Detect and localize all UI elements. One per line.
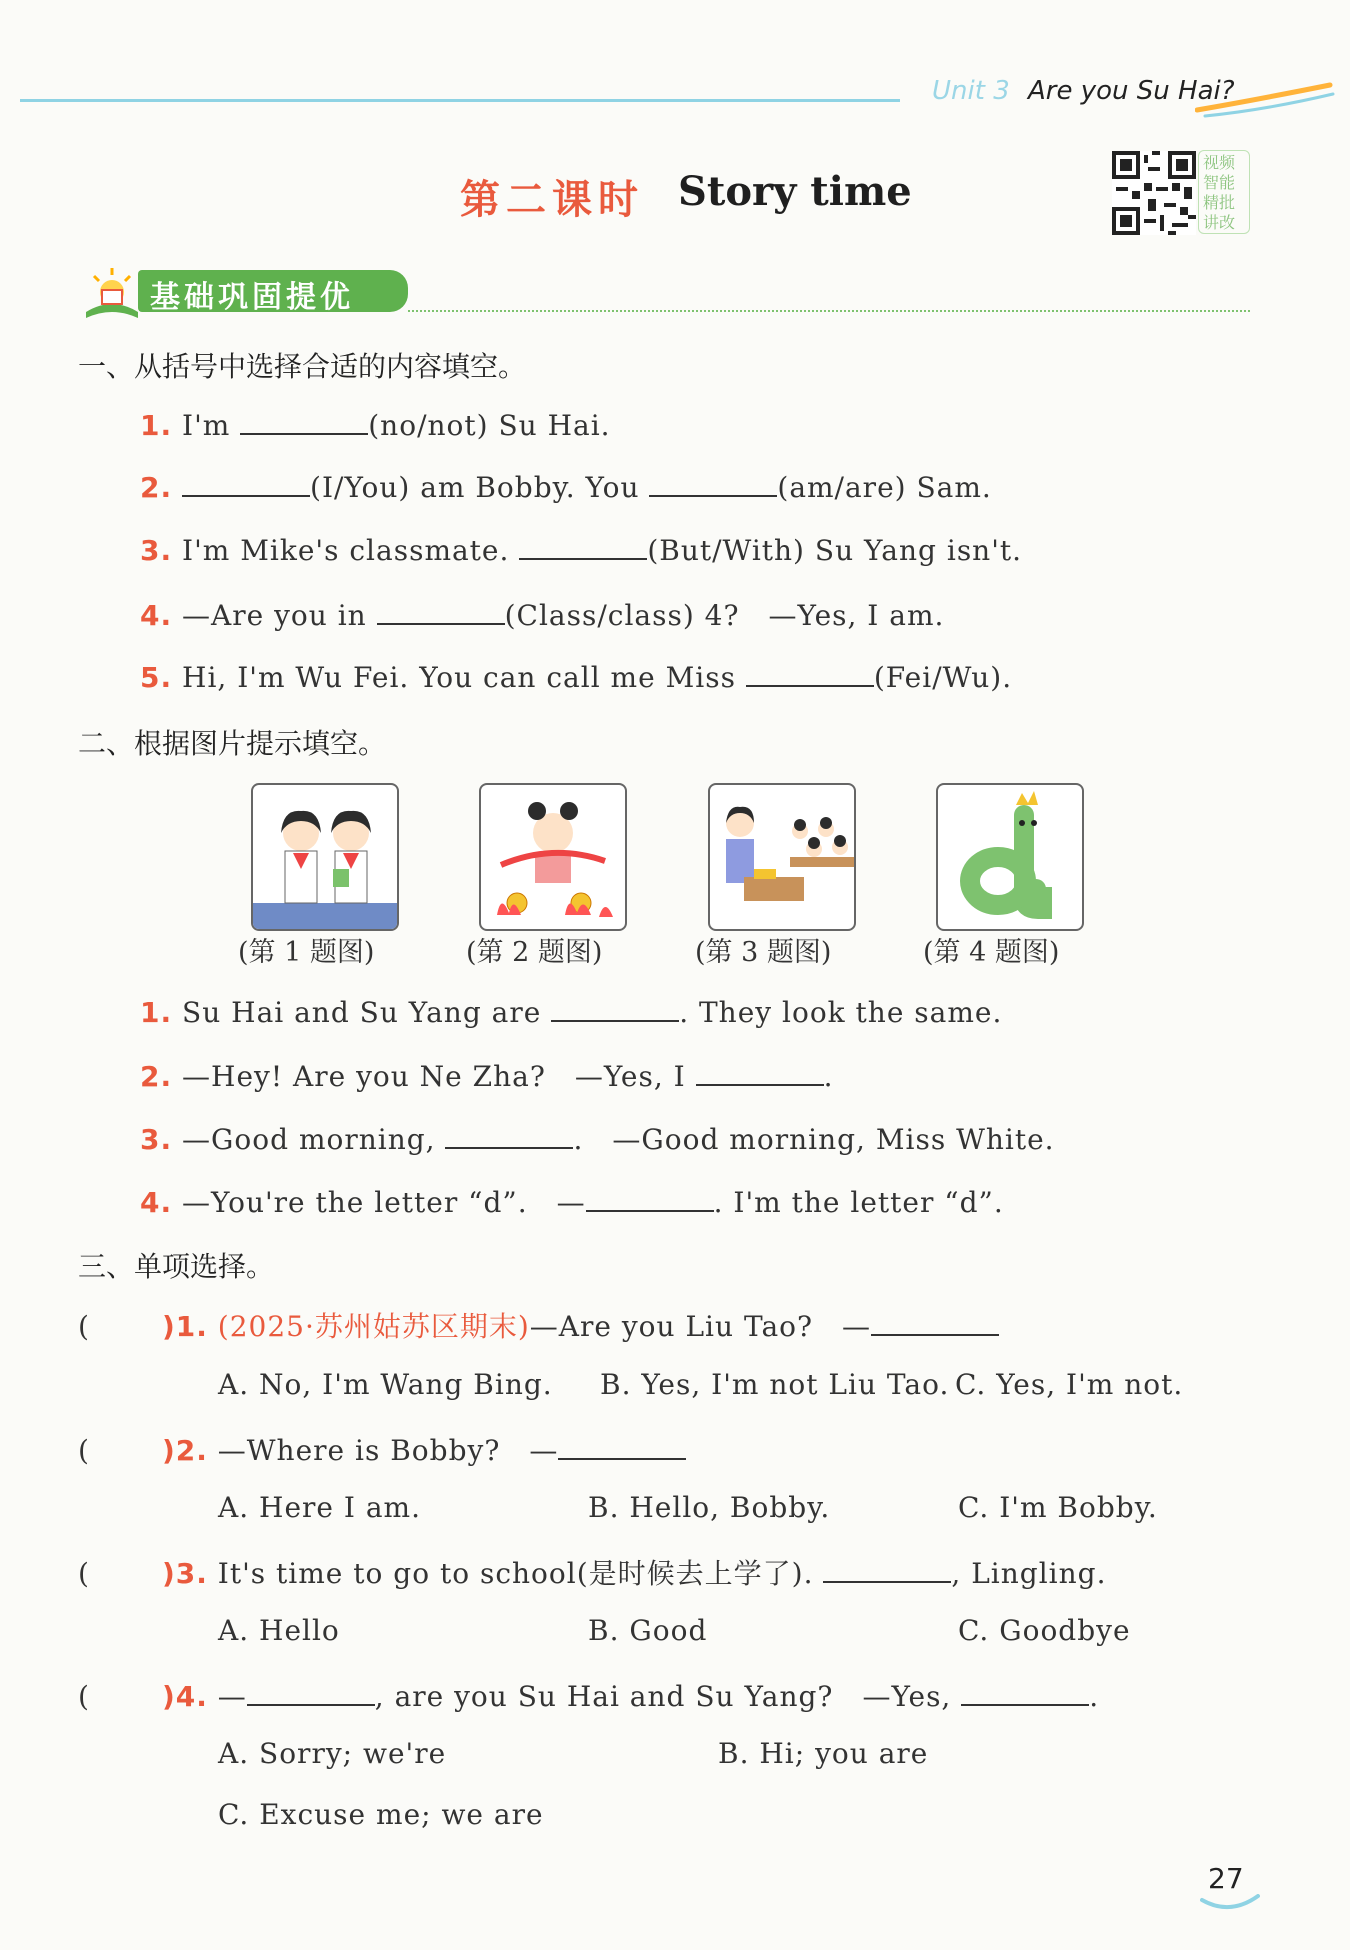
part3-item-1: ( )1. (2025·苏州姑苏区期末)—Are you Liu Tao? — (78, 1305, 999, 1345)
answer-blank[interactable] (182, 467, 310, 497)
unit-title: Are you Su Hai? (1028, 76, 1235, 106)
answer-blank[interactable] (519, 530, 647, 560)
answer-blank[interactable] (961, 1676, 1089, 1706)
picture-caption-3: (第 3 题图) (695, 937, 832, 968)
answer-paren[interactable]: ( (78, 1557, 90, 1590)
answer-blank[interactable] (746, 657, 874, 687)
part3-item-3-option-a[interactable]: A. Hello (218, 1614, 340, 1647)
answer-blank[interactable] (696, 1056, 824, 1086)
part2-item-1: 1. Su Hai and Su Yang are . They look the same. (140, 992, 1002, 1029)
part3-item-3: ( )3. It's time to go to school(是时候去上学了). , Lingling. (78, 1552, 1106, 1592)
page-number: 27 (1208, 1862, 1244, 1895)
part3-item-1-option-c[interactable]: C. Yes, I'm not. (955, 1368, 1184, 1401)
page-wave-icon (1200, 1894, 1260, 1914)
part3-item-4: ( )4. — , are you Su Hai and Su Yang? —Yes, . (78, 1675, 1099, 1715)
qr-caption: 视频智能精批讲改 (1198, 150, 1250, 234)
part2-item-3: 3. —Good morning, . —Good morning, Miss White. (140, 1118, 1055, 1158)
twin-girls-icon (253, 785, 397, 929)
answer-blank[interactable] (558, 1430, 686, 1460)
part3-item-2-option-a[interactable]: A. Here I am. (218, 1491, 421, 1524)
part3-item-1-option-a[interactable]: A. No, I'm Wang Bing. (218, 1368, 553, 1401)
answer-blank[interactable] (823, 1553, 951, 1583)
picture-caption-4: (第 4 题图) (923, 937, 1060, 968)
letter-d-icon (938, 785, 1082, 929)
part2-heading: 二、根据图片提示填空。 (78, 727, 387, 760)
answer-paren[interactable]: ( (78, 1434, 90, 1467)
part1-item-2: 2. (I/You) am Bobby. You (am/are) Sam. (140, 467, 992, 504)
answer-paren[interactable]: ( (78, 1680, 90, 1713)
qr-code-icon[interactable] (1112, 151, 1196, 235)
picture-letter-d (936, 783, 1084, 931)
nezha-icon (481, 785, 625, 929)
picture-caption-2: (第 2 题图) (466, 937, 603, 968)
part2-item-2: 2. —Hey! Are you Ne Zha? —Yes, I . (140, 1055, 834, 1095)
lesson-title-en: Story time (678, 168, 912, 215)
answer-blank[interactable] (445, 1119, 573, 1149)
picture-caption-1: (第 1 题图) (238, 937, 375, 968)
answer-blank[interactable] (871, 1306, 999, 1336)
answer-blank[interactable] (586, 1182, 714, 1212)
picture-nezha (479, 783, 627, 931)
classroom-icon (710, 785, 854, 929)
answer-paren[interactable]: ( (78, 1310, 90, 1343)
answer-blank[interactable] (649, 467, 777, 497)
part3-item-4-option-a[interactable]: A. Sorry; we're (218, 1737, 447, 1770)
part1-item-5: 5. Hi, I'm Wu Fei. You can call me Miss (Fei/Wu). (140, 657, 1012, 694)
lesson-title-cn: 第二课时 (460, 176, 644, 223)
part1-item-1: 1. I'm (no/not) Su Hai. (140, 405, 611, 442)
section-banner-text: 基础巩固提优 (150, 280, 354, 315)
part3-item-3-option-c[interactable]: C. Goodbye (958, 1614, 1131, 1647)
answer-blank[interactable] (377, 595, 505, 625)
banner-divider (408, 310, 1250, 312)
part1-item-4: 4. —Are you in (Class/class) 4? —Yes, I am. (140, 594, 944, 634)
wave-decoration-icon (1195, 80, 1335, 120)
part3-item-1-option-b[interactable]: B. Yes, I'm not Liu Tao. (600, 1368, 950, 1401)
part3-item-3-option-b[interactable]: B. Good (588, 1614, 708, 1647)
answer-blank[interactable] (247, 1676, 375, 1706)
part3-item-2-option-c[interactable]: C. I'm Bobby. (958, 1491, 1158, 1524)
part3-item-2-option-b[interactable]: B. Hello, Bobby. (588, 1491, 831, 1524)
part3-item-4-option-b[interactable]: B. Hi; you are (718, 1737, 929, 1770)
part2-item-4: 4. —You're the letter “d”. — . I'm the letter “d”. (140, 1181, 1004, 1221)
picture-twins (251, 783, 399, 931)
part1-item-3: 3. I'm Mike's classmate. (But/With) Su Yang isn't. (140, 530, 1022, 567)
sun-book-icon (80, 266, 144, 322)
picture-classroom (708, 783, 856, 931)
part3-item-4-option-c[interactable]: C. Excuse me; we are (218, 1798, 544, 1831)
question-source: (2025·苏州姑苏区期末) (217, 1310, 530, 1343)
part3-heading: 三、单项选择。 (78, 1250, 275, 1283)
answer-blank[interactable] (551, 992, 679, 1022)
answer-blank[interactable] (240, 405, 368, 435)
header-rule (20, 99, 900, 102)
part1-heading: 一、从括号中选择合适的内容填空。 (78, 350, 527, 383)
unit-label: Unit 3 (932, 76, 1010, 106)
part3-item-2: ( )2. —Where is Bobby? — (78, 1429, 686, 1469)
